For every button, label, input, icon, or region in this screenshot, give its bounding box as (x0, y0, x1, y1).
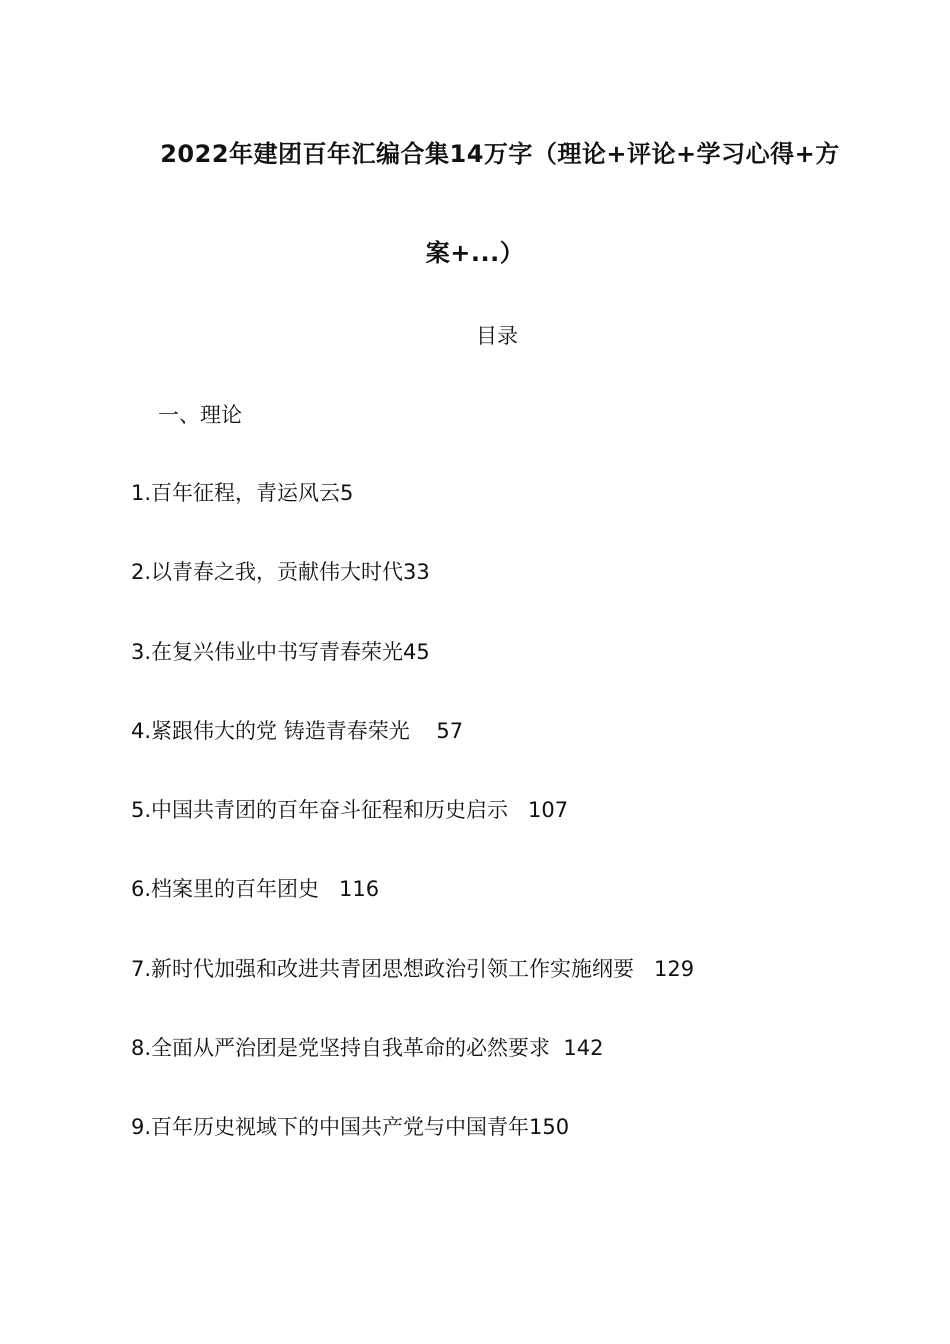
document-title-line-1: 2022年建团百年汇编合集14万字（理论+评论+学习心得+方 (160, 140, 840, 168)
toc-item-7: 7.新时代加强和改进共青团思想政治引领工作实施纲要 129 (131, 956, 695, 981)
toc-item-5: 5.中国共青团的百年奋斗征程和历史启示 107 (131, 798, 569, 823)
toc-item-9: 9.百年历史视域下的中国共产党与中国青年150 (131, 1115, 570, 1140)
section-label-theory: 一、理论 (158, 403, 242, 427)
document-title-line-2: 案+...） (425, 239, 525, 267)
toc-item-1: 1.百年征程，青运风云5 (131, 481, 354, 505)
toc-item-4: 4.紧跟伟大的党 铸造青春荣光 57 (131, 718, 464, 743)
toc-heading: 目录 (476, 324, 518, 348)
toc-item-2: 2.以青春之我，贡献伟大时代33 (131, 560, 430, 585)
toc-item-6: 6.档案里的百年团史 116 (131, 877, 380, 902)
toc-list (131, 478, 694, 1192)
toc-item-3: 3.在复兴伟业中书写青春荣光45 (131, 639, 430, 664)
toc-item-8: 8.全面从严治团是党坚持自我革命的必然要求 142 (131, 1036, 604, 1061)
